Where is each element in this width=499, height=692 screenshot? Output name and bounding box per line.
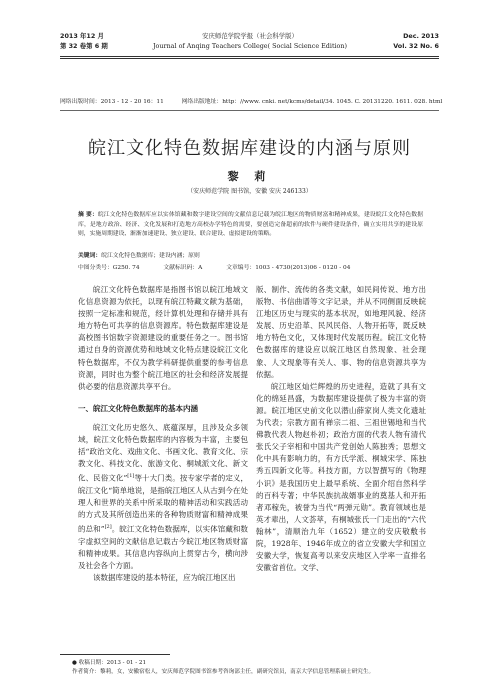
body-paragraph: 该数据库建设的基本特征，应为皖江地区出: [93, 573, 236, 583]
keywords-label: 关键词：: [78, 253, 102, 259]
abstract-label: 摘 要：: [78, 212, 98, 218]
body-paragraph: [78, 422, 248, 572]
issue-year-month: 2013 年12 月: [60, 32, 104, 40]
info-rule: [60, 110, 439, 111]
volume-issue-cn: 第 32 卷第 6 期: [60, 42, 108, 50]
keywords: [78, 250, 423, 259]
body-text: 皖江文化历史悠久、底蕴深厚，且涉及众多领域，皖江文化特色数据库的内容极为丰富，主要包括“政治文化、戏曲文化、书画文化、教育文化、宗教文化、科技文化、旅游文化、桐城派文化、新文化、民俗文化”: [78, 422, 248, 483]
body-text: 。皖江文化特色数据库，以实体馆藏和数字虚拟空间的文献信息记载古今皖江地区物质财富和精神成果。其信息内容纵向上贯穿古今，横向涉及社会各个方面。: [78, 524, 248, 570]
header-rule-top: [60, 56, 439, 57]
abstract-text: 皖江文化特色数据库应以实体馆藏和数字建设空间的文献信息记载为皖江地区的物质财富和精神成果，建设皖江文化特色数据库，是地方政治、经济、文化发展和打造地方高校办学特色的需要，要创造完备超前的软件与硬件建设条件，确立实用共享的建设原则，实施周期建设、渐渐加速建设、独立建设、联合建设、虚拟建设的策略。: [78, 212, 423, 238]
issue-date-left: [60, 31, 108, 51]
document-code: 文献标识码：A: [163, 265, 203, 271]
journal-name-cn: 安庆师范学院学报（社会科学版）: [202, 32, 298, 40]
issue-month-en: Dec. 2013: [403, 32, 439, 40]
body-paragraph: 皖江地区灿烂辉煌的历史进程，造就了具有文化的绵延昌盛，为数据库建设提供了极为丰富的资源。皖江地区史前文化以潜山薛家岗人类文化遗址为代表；宗教方面有禅宗二祖、三祖世锡地和当代佛教代表人物赵朴初；政治方面的代表人物有清代张氏父子宰相和中国共产党创始人陈独秀；思想文化中具有影响力的，有方氏学派、桐城宋学、陈独秀五四新文化等。科技方面，方以智撰写的《物理小识》是我国历史上最早系统、全面介绍自然科学的百科专著；中华民族抗战婿事业的奠基人和开拓者邓稼先，被誉为当代“两弹元勋”。教育领域也是英才辈出，人文荟萃，有桐城张氏一门走出的“六代翰林”，清顺治九年（1652）建立的安庆敬敷书院，1928年、1946年成立的省立安徽大学和国立安徽大学，恢复高考以来安庆地区入学率一直排名安徽省首位。文学、: [256, 381, 426, 573]
citation-ref: [1]: [127, 473, 135, 480]
footnote: [72, 659, 432, 676]
classification-line: [78, 262, 423, 271]
body-paragraph: 皖江文化特色数据库是指图书馆以皖江地域文化信息资源为依托，以现有皖江特藏文献为基础，按照一定标准和规范，经计算机处理和存储并具有地方特色可共享的信息资源库。特色数据库建设是高校图书馆数字资源建设的重要任务之一。图书馆通过自身的资源优势和地域文化特点建设皖江文化特色数据库，不仅为教学科研提供重要的参考信息资源，同时也为整个皖江地区的社会和经济发展提供必要的信息资源共享平台。: [78, 285, 248, 391]
online-publication-url[interactable]: 网络出版地址：http：//www. cnki. net/kcms/detail/34. 1045. C. 20131220. 1611. 028. html: [181, 99, 443, 105]
body-left-column: [78, 284, 248, 584]
received-date-text: 收稿日期：2013 - 01 - 21: [78, 660, 147, 666]
author-bio: 作者简介：黎莉，女，安徽宿松人，安庆师范学院图书馆参考咨询部主任，副研究馆员，南京大学信息管理系硕士研究生。: [72, 668, 375, 675]
author-name: 黎 莉: [227, 170, 272, 183]
issue-date-right: [393, 31, 439, 51]
clc-number: 中图分类号：G250. 74: [78, 265, 140, 271]
article-title: 皖江文化特色数据库建设的内涵与原则: [88, 138, 411, 159]
keywords-text: 皖江文化特色数据库；建设内涵；原则: [101, 253, 200, 259]
citation-ref: [2]: [104, 524, 112, 531]
abstract: [78, 211, 423, 240]
volume-issue-en: Vol. 32 No. 6: [393, 42, 439, 50]
body-paragraph: 版、制作、流传的各类文献，如民间传说、地方出版物、书信曲谱等文字记录，并从不同侧面反映皖江地区历史与现实的基本状况，如地理风貌、经济发展、历史沿革、民风民俗、人物开拓等，既反映地方特色文化，又体现时代发展历程。皖江文化特色数据库的建设应以皖江地区自然现象、社会现象、人文现象等有关人、事、物的信息资源共享为依据。: [256, 285, 426, 379]
body-text: 等十大门类。按专家学者的定义，皖江文化“简单地说，是指皖江地区人从古到今在处理人和世界的关系中所采取的精神活动和实践活动的方式及其所创造出来的各种物质财富和精神成果的总和”: [78, 473, 248, 534]
received-date: ● 收稿日期：2013 - 01 - 21: [72, 660, 147, 666]
article-number: 文章编号：1003 - 4730(2013)06 - 0120 - 04: [226, 265, 351, 271]
header-rule-bottom: [60, 58, 439, 59]
author-affiliation: （安庆师范学院 图书馆，安徽 安庆 246133）: [187, 188, 312, 195]
online-publication-time: 网络出版时间：2013 - 12 - 20 16：11: [60, 99, 164, 105]
journal-name: [140, 31, 360, 51]
section-heading: 一、皖江文化特色数据库的基本内涵: [78, 403, 198, 413]
footnote-rule: [60, 654, 170, 655]
online-publication-info: [60, 96, 458, 105]
body-right-column: [256, 284, 426, 574]
journal-name-en: Journal of Anqing Teachers College( Social Science Edition): [152, 42, 348, 50]
